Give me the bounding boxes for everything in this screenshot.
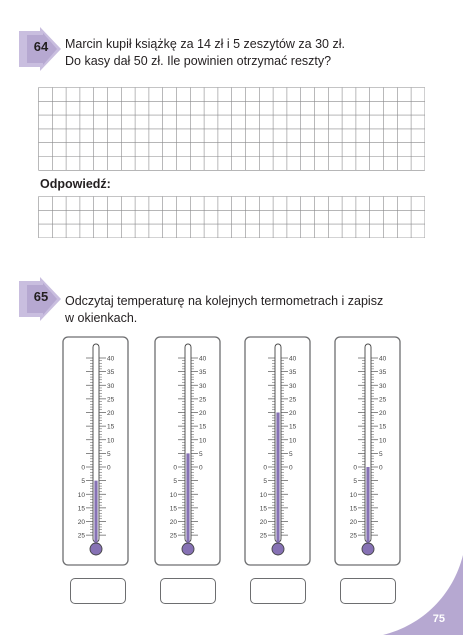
scale-label: 40 [379, 355, 387, 363]
answer-box-1[interactable] [70, 578, 126, 604]
scale-label: 5 [353, 478, 357, 486]
scale-label: 20 [349, 519, 357, 526]
scale-label: 15 [107, 423, 115, 431]
scale-label: 15 [77, 505, 85, 513]
scale-label: 20 [169, 519, 177, 526]
scale-label: 10 [107, 437, 115, 445]
scale-label: 25 [289, 396, 297, 404]
scale-label: 15 [259, 505, 267, 513]
scale-label: 10 [259, 491, 267, 499]
scale-label: 0 [289, 464, 293, 472]
scale-label: 35 [199, 369, 207, 377]
thermometer-bulb [182, 543, 194, 555]
mercury-column [186, 453, 189, 548]
scale-label: 0 [379, 464, 383, 472]
scale-label: 35 [107, 369, 115, 377]
thermometer-bulb [90, 543, 102, 555]
page-corner-decoration [383, 555, 463, 635]
scale-label: 15 [289, 423, 297, 431]
scale-label: 15 [169, 505, 177, 513]
scale-label: 25 [169, 532, 177, 540]
answer-label: Odpowiedź: [40, 177, 111, 191]
scale-label: 10 [169, 491, 177, 499]
scale-label: 10 [77, 491, 85, 499]
scale-label: 35 [379, 369, 387, 377]
thermometer-4 [335, 337, 400, 565]
scale-label: 40 [107, 355, 115, 363]
scale-label: 15 [199, 423, 207, 431]
thermometer-bulb [272, 543, 284, 555]
scale-label: 30 [107, 382, 115, 390]
scale-label: 30 [379, 382, 387, 390]
mercury-column [276, 413, 279, 549]
scale-label: 25 [77, 532, 85, 540]
question-line-1: Marcin kupił książkę za 14 zł i 5 zeszytów za 30 zł. [65, 37, 345, 51]
scale-label: 20 [259, 519, 267, 526]
question-line-2: w okienkach. [65, 311, 138, 325]
scale-label: 40 [199, 355, 207, 363]
question-line-2: Do kasy dał 50 zł. Ile powinien otrzymać reszty? [65, 54, 332, 68]
mercury-column [366, 467, 369, 548]
scale-label: 20 [199, 410, 207, 417]
scale-label: 0 [353, 464, 357, 472]
scale-label: 20 [379, 410, 387, 417]
thermometer-bulb [362, 543, 374, 555]
scale-label: 30 [289, 382, 297, 390]
thermometer-1 [63, 337, 128, 565]
question-line-1: Odczytaj temperaturę na kolejnych termometrach i zapisz [65, 294, 384, 308]
scale-label: 15 [349, 505, 357, 513]
scale-label: 20 [77, 519, 85, 526]
scale-label: 5 [199, 450, 203, 458]
scale-label: 5 [289, 450, 293, 458]
scale-label: 25 [199, 396, 207, 404]
scale-label: 10 [349, 491, 357, 499]
scale-label: 0 [263, 464, 267, 472]
scale-label: 0 [199, 464, 203, 472]
page-number: 75 [432, 613, 445, 625]
scale-label: 10 [379, 437, 387, 445]
scale-label: 35 [289, 369, 297, 377]
scale-label: 25 [349, 532, 357, 540]
scale-label: 0 [173, 464, 177, 472]
scale-label: 25 [107, 396, 115, 404]
scale-label: 5 [107, 450, 111, 458]
mercury-column [94, 481, 97, 548]
scale-label: 0 [81, 464, 85, 472]
thermometer-2 [155, 337, 220, 565]
scale-label: 5 [379, 450, 383, 458]
scale-label: 15 [379, 423, 387, 431]
task-number: 64 [33, 39, 49, 54]
thermometer-3 [245, 337, 310, 565]
scale-label: 5 [263, 478, 267, 486]
scale-label: 20 [107, 410, 115, 417]
scale-label: 40 [289, 355, 297, 363]
scale-label: 10 [289, 437, 297, 445]
scale-label: 30 [199, 382, 207, 390]
answer-box-2[interactable] [160, 578, 216, 604]
scale-label: 20 [289, 410, 297, 417]
scale-label: 5 [173, 478, 177, 486]
scale-label: 5 [81, 478, 85, 486]
scale-label: 0 [107, 464, 111, 472]
scale-label: 25 [259, 532, 267, 540]
task-number: 65 [33, 289, 49, 304]
scale-label: 25 [379, 396, 387, 404]
scale-label: 10 [199, 437, 207, 445]
answer-box-3[interactable] [250, 578, 306, 604]
